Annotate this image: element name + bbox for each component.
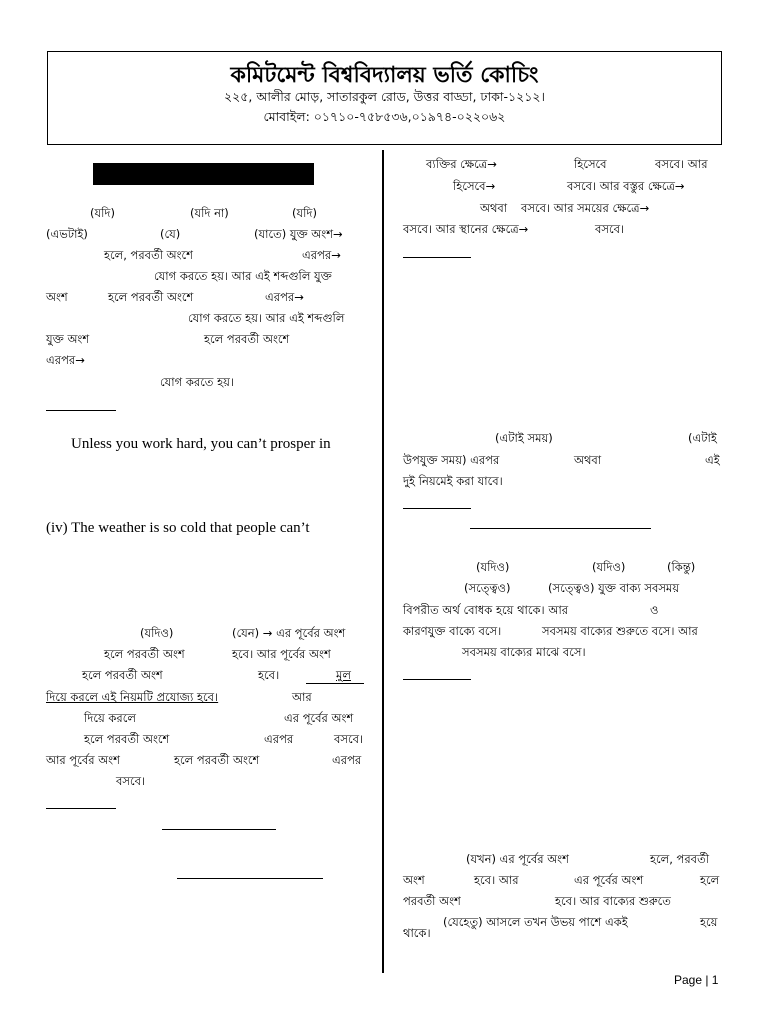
english-sentence: (iv) The weather is so cold that people can’t	[46, 520, 310, 536]
left-b1-text: (যদি)	[292, 206, 317, 220]
left-b1-text: অংশ	[46, 290, 68, 304]
left-b2-text: আর	[292, 690, 312, 704]
right-b4-text: পরবর্তী অংশ	[403, 894, 461, 908]
right-b1-text: বসবে। আর	[655, 157, 708, 171]
answer-blank	[470, 528, 651, 529]
right-b3-text: (যদিও)	[592, 560, 626, 574]
column-divider	[382, 150, 384, 973]
right-b3-text: বিপরীত অর্থ বোধক হয়ে থাকে। আর	[403, 603, 569, 617]
left-b2-text: হলে পরবর্তী অংশে	[174, 753, 260, 767]
right-b1-text: হিসেবে→	[453, 179, 496, 193]
right-b1-text: অথবা	[480, 201, 508, 215]
left-b1-text: (এভটাই)	[46, 227, 88, 241]
left-b2-text: হবে।	[258, 668, 280, 682]
header-phone: মোবাইল: ০১৭১০-৭৫৮৫৩৬,০১৯৭৪-০২২০৬২	[263, 109, 506, 124]
left-b1-text: এরপর→	[46, 353, 85, 367]
right-b2-text: অথবা	[574, 453, 602, 467]
right-b2-text: এই	[705, 453, 720, 467]
left-b2-text: দিয়ে করলে	[84, 711, 136, 725]
right-b2-text: উপযুক্ত সময়) এরপর	[403, 453, 500, 467]
left-b1-text: এরপর→	[265, 290, 304, 304]
left-b2-text: এরপর	[264, 732, 294, 746]
right-b3-text: (কিন্তু)	[667, 560, 696, 574]
left-b1-text: যোগ করতে হয়। আর এই শব্দগুলি যুক্ত	[154, 269, 332, 283]
left-b1-text: এরপর→	[302, 248, 341, 262]
answer-blank	[403, 257, 471, 258]
right-b3-text: ও	[650, 603, 659, 617]
right-b1-text: বসবে। আর বস্তুর ক্ষেত্রে→	[567, 179, 685, 193]
left-b1-text: (যাতে) যুক্ত অংশ→	[254, 227, 343, 241]
right-b1-text: বসবে। আর সময়ের ক্ষেত্রে→	[521, 201, 650, 215]
answer-blank	[46, 808, 116, 809]
right-b4-text: হবে। আর বাক্যের শুরুতে	[555, 894, 671, 908]
answer-blank	[177, 878, 323, 879]
answer-blank	[403, 679, 471, 680]
left-b2-text: আর পূর্বের অংশ	[46, 753, 120, 767]
left-b2-text: হবে। আর পূর্বের অংশ	[232, 647, 331, 661]
answer-blank	[46, 410, 116, 411]
right-b3-text: (সত্ত্বেও) যুক্ত বাক্য সবসময়	[548, 581, 680, 595]
left-b1-text: যোগ করতে হয়। আর এই শব্দগুলি	[188, 311, 345, 325]
right-b3-text: সবসময় বাক্যের মাঝে বসে।	[462, 645, 586, 659]
page-number: Page | 1	[674, 973, 719, 987]
right-b4-text: হবে। আর	[474, 873, 519, 887]
redacted-heading	[93, 163, 314, 185]
header-address: ২২৫, আলীর মোড়, সাতারকুল রোড, উত্তর বাড্ডা, ঢাকা-১২১২।	[224, 89, 545, 104]
right-b1-text: বসবে। আর স্থানের ক্ষেত্রে→	[403, 222, 529, 236]
left-b1-text: হলে, পরবর্তী অংশে	[104, 248, 193, 262]
right-b2-text: (এটাই	[688, 431, 717, 445]
right-b4-text: হলে, পরবর্তী	[650, 852, 709, 866]
header-box	[47, 51, 722, 145]
left-b2-emphasis: দিয়ে করলে এই নিয়মটি প্রযোজ্য হবে।	[46, 690, 219, 704]
right-b2-text: (এটাই সময়)	[495, 431, 553, 445]
right-b2-text: দুই নিয়মেই করা যাবে।	[403, 474, 503, 488]
left-b2-text: বসবে।	[116, 774, 146, 788]
right-b4-text: হলে	[700, 873, 720, 887]
english-sentence: Unless you work hard, you can’t prosper in	[71, 436, 331, 452]
left-b1-text: (যে)	[160, 227, 181, 241]
right-b3-text: সবসময় বাক্যের শুরুতে বসে। আর	[542, 624, 698, 638]
answer-blank	[403, 508, 471, 509]
left-b2-text: এর পূর্বের অংশ	[284, 711, 354, 725]
right-b1-text: ব্যক্তির ক্ষেত্রে→	[426, 157, 497, 171]
left-b1-text: (যদি না)	[190, 206, 229, 220]
left-b2-emphasis: মুল	[336, 668, 351, 682]
answer-blank	[306, 683, 364, 684]
header-title: কমিটমেন্ট বিশ্ববিদ্যালয় ভর্তি কোচিং	[230, 63, 539, 88]
left-b1-text: (যদি)	[90, 206, 115, 220]
right-b4-text: অংশ	[403, 873, 425, 887]
left-b1-text: যুক্ত অংশ	[46, 332, 90, 346]
right-b1-text: বসবে।	[595, 222, 625, 236]
right-b4-text: (যখন) এর পূর্বের অংশ	[466, 852, 569, 866]
right-b3-text: (যদিও)	[476, 560, 510, 574]
left-b2-text: (যেন) → এর পূর্বের অংশ	[232, 626, 346, 640]
left-b2-text: হলে পরবর্তী অংশে	[84, 732, 170, 746]
left-b2-text: হলে পরবর্তী অংশ	[82, 668, 163, 682]
left-b2-text: এরপর	[332, 753, 362, 767]
right-b1-text: হিসেবে	[574, 157, 607, 171]
right-b4-text: হয়ে	[700, 915, 718, 929]
left-b1-text: হলে পরবর্তী অংশে	[108, 290, 194, 304]
left-b2-text: (যদিও)	[140, 626, 174, 640]
right-b4-text: (যেহেতু) আসলে তখন উভয় পাশে একই	[443, 915, 628, 929]
right-b3-text: কারণযুক্ত বাক্যে বসে।	[403, 624, 502, 638]
left-b1-text: যোগ করতে হয়।	[160, 375, 235, 389]
right-b4-text: এর পূর্বের অংশ	[574, 873, 644, 887]
right-b3-text: (সত্ত্বেও)	[464, 581, 511, 595]
right-b4-text: থাকে।	[403, 926, 431, 940]
left-b2-text: বসবে।	[334, 732, 364, 746]
answer-blank	[162, 829, 276, 830]
left-b1-text: হলে পরবর্তী অংশে	[204, 332, 290, 346]
left-b2-text: হলে পরবর্তী অংশ	[104, 647, 185, 661]
